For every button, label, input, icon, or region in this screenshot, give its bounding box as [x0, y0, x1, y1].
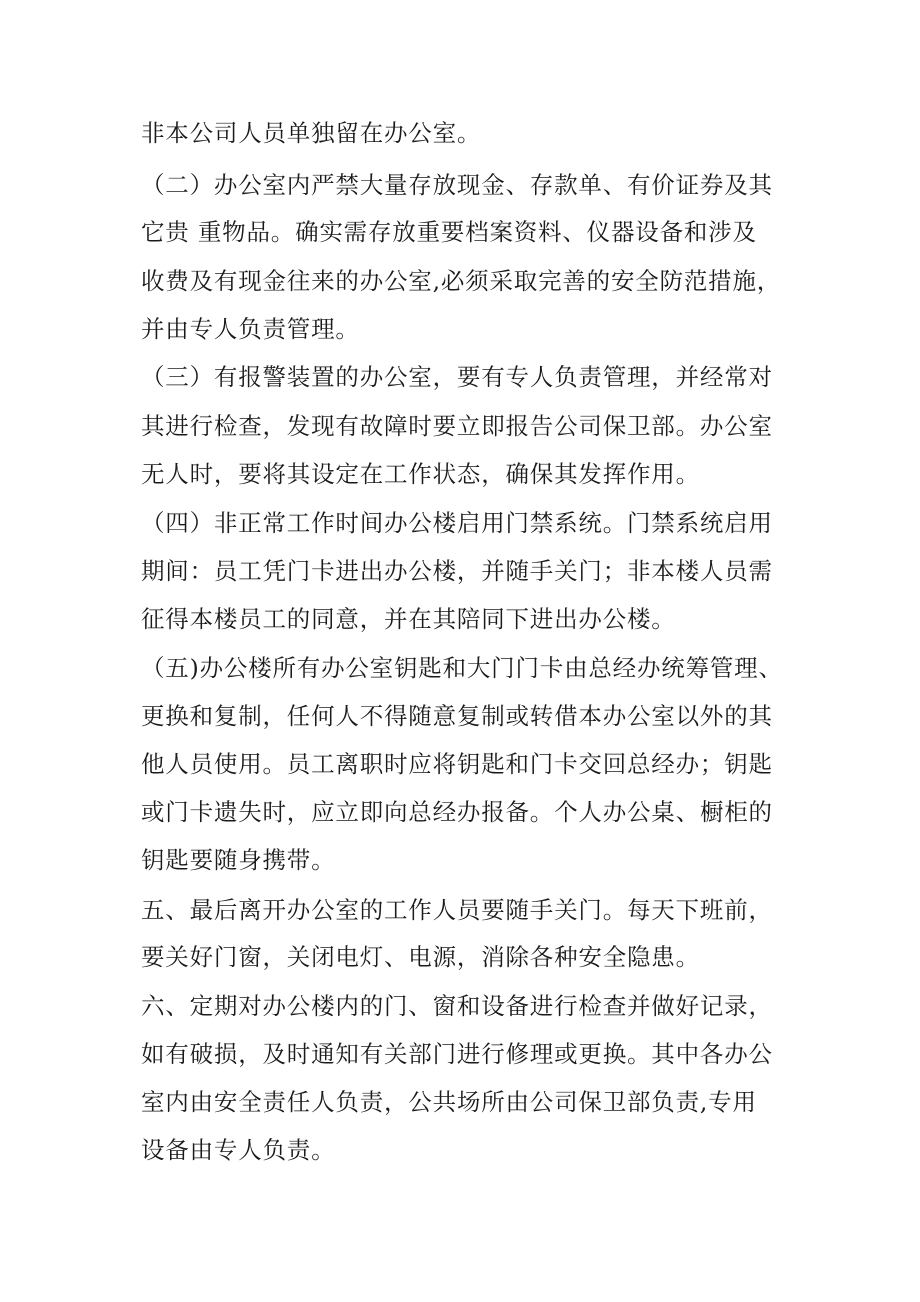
text-line: 期间：员工凭门卡进出办公楼，并随手关门；非本楼人员需	[141, 557, 773, 585]
text-line: 非本公司人员单独留在办公室。	[141, 119, 482, 147]
text-line: （二）办公室内严禁大量存放现金、存款单、有价证券及其	[141, 171, 773, 199]
text-line: 他人员使用。员工离职时应将钥匙和门卡交回总经办；钥匙	[141, 750, 773, 778]
text-line: 收费及有现金往来的办公室,必须采取完善的安全防范措施，	[141, 267, 782, 295]
text-line: （五)办公楼所有办公室钥匙和大门门卡由总经办统筹管理、	[141, 654, 783, 682]
text-line: 如有破损，及时通知有关部门进行修理或更换。其中各办公	[141, 1040, 773, 1068]
text-line: 要关好门窗，关闭电灯、电源，消除各种安全隐患。	[141, 943, 700, 971]
text-line: 设备由专人负责。	[141, 1136, 336, 1164]
text-line: （四）非正常工作时间办公楼启用门禁系统。门禁系统启用	[141, 509, 773, 537]
text-line: （三）有报警装置的办公室，要有专人负责管理，并经常对	[141, 363, 773, 391]
text-line: 钥匙要随身携带。	[141, 846, 336, 874]
text-line: 室内由安全责任人负责，公共场所由公司保卫部负责,专用	[141, 1088, 757, 1116]
text-line: 它贵 重物品。确实需存放重要档案资料、仪器设备和涉及	[141, 218, 757, 246]
text-line: 无人时，要将其设定在工作状态，确保其发挥作用。	[141, 460, 700, 488]
text-line: 或门卡遗失时，应立即向总经办报备。个人办公桌、橱柜的	[141, 798, 773, 826]
text-line: 五、最后离开办公室的工作人员要随手关门。每天下班前，	[141, 896, 773, 924]
text-line: 征得本楼员工的同意，并在其陪同下进出办公楼。	[141, 605, 676, 633]
text-line: 并由专人负责管理。	[141, 315, 360, 343]
text-line: 六、定期对办公楼内的门、窗和设备进行检查并做好记录，	[141, 992, 773, 1020]
text-line: 更换和复制，任何人不得随意复制或转借本办公室以外的其	[141, 702, 773, 730]
text-line: 其进行检查，发现有故障时要立即报告公司保卫部。办公室	[141, 412, 773, 440]
